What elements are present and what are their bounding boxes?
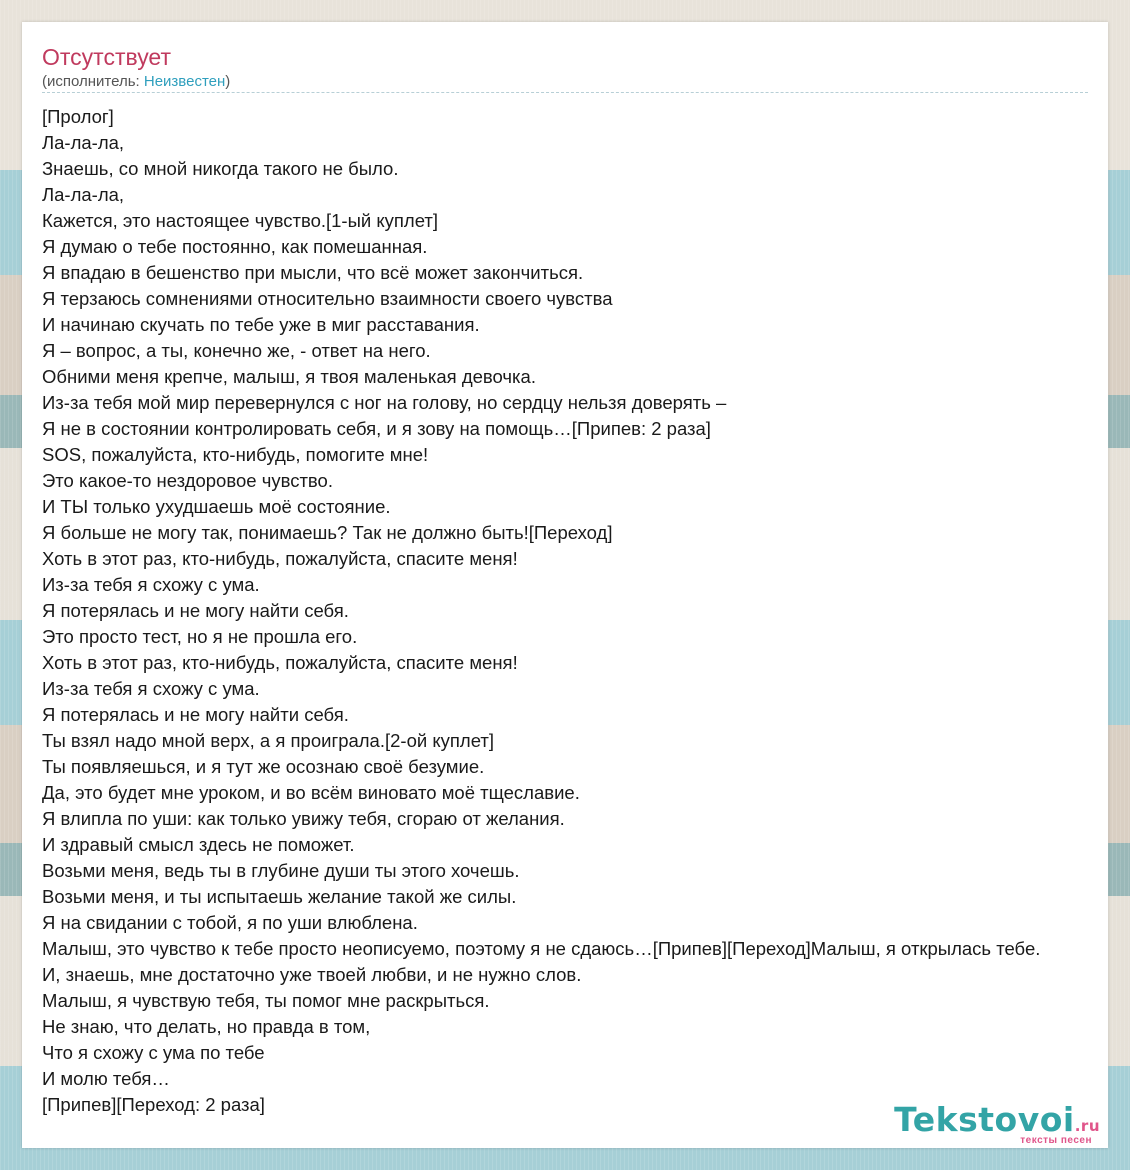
lyric-line: Из-за тебя я схожу с ума.: [42, 574, 260, 595]
logo-tld: .ru: [1074, 1117, 1100, 1135]
lyric-line: Не знаю, что делать, но правда в том,: [42, 1016, 371, 1037]
lyric-line: Ла-ла-ла,: [42, 132, 125, 153]
lyric-line: Ла-ла-ла,: [42, 184, 125, 205]
lyric-line: Я на свидании с тобой, я по уши влюблена.: [42, 912, 418, 933]
lyric-line: Ты появляешься, и я тут же осознаю своё безумие.: [42, 756, 485, 777]
lyric-line: Я потерялась и не могу найти себя.: [42, 600, 349, 621]
lyric-line: Из-за тебя мой мир перевернулся с ног на голову, но сердцу нельзя доверять –: [42, 392, 727, 413]
lyric-line: Обними меня крепче, малыш, я твоя маленькая девочка.: [42, 366, 536, 387]
logo-tagline: тексты песен: [1020, 1135, 1092, 1146]
lyric-line: Да, это будет мне уроком, и во всём виновато моё тщеславие.: [42, 782, 580, 803]
lyric-line: Возьми меня, и ты испытаешь желание такой же силы.: [42, 886, 517, 907]
artist-suffix: ): [225, 73, 231, 90]
lyric-line: Знаешь, со мной никогда такого не было.: [42, 158, 399, 179]
lyric-line: Что я схожу с ума по тебе: [42, 1042, 265, 1063]
lyric-line: Я не в состоянии контролировать себя, и я зову на помощь…[Припев: 2 раза]: [42, 418, 711, 439]
lyric-line: Малыш, я чувствую тебя, ты помог мне раскрыться.: [42, 990, 490, 1011]
lyric-line: И начинаю скучать по тебе уже в миг расставания.: [42, 314, 480, 335]
lyric-line: Это какое-то нездоровое чувство.: [42, 470, 333, 491]
lyric-line: Ты взял надо мной верх, а я проиграла.[2-ой куплет]: [42, 730, 494, 751]
site-logo[interactable]: [894, 1100, 1100, 1146]
lyric-line: Я терзаюсь сомнениями относительно взаимности своего чувства: [42, 288, 613, 309]
lyric-line: Хоть в этот раз, кто-нибудь, пожалуйста, спасите меня!: [42, 548, 518, 569]
lyric-line: И здравый смысл здесь не поможет.: [42, 834, 355, 855]
lyric-line: [Припев][Переход: 2 раза]: [42, 1094, 265, 1115]
lyric-line: Кажется, это настоящее чувство.[1-ый куплет]: [42, 210, 439, 231]
lyrics-panel: [22, 22, 1108, 1148]
song-title: Отсутствует: [42, 44, 171, 70]
lyric-line: Из-за тебя я схожу с ума.: [42, 678, 260, 699]
lyric-line: Это просто тест, но я не прошла его.: [42, 626, 358, 647]
artist-link[interactable]: Неизвестен: [143, 73, 226, 90]
title-divider: [42, 92, 1088, 93]
lyric-line: Хоть в этот раз, кто-нибудь, пожалуйста, спасите меня!: [42, 652, 518, 673]
artist-prefix: (исполнитель:: [42, 73, 144, 90]
lyric-line: Я впадаю в бешенство при мысли, что всё может закончиться.: [42, 262, 584, 283]
lyric-line: И ТЫ только ухудшаешь моё состояние.: [42, 496, 391, 517]
lyric-line: Возьми меня, ведь ты в глубине души ты этого хочешь.: [42, 860, 520, 881]
lyric-line: SOS, пожалуйста, кто-нибудь, помогите мне!: [42, 444, 429, 465]
lyric-line: И молю тебя…: [42, 1068, 170, 1089]
lyric-line: Малыш, это чувство к тебе просто неописуемо, поэтому я не сдаюсь…[Припев][Переход]Малыш, я открылась тебе.: [42, 938, 1041, 959]
lyrics-text: [42, 104, 1108, 1118]
lyric-line: И, знаешь, мне достаточно уже твоей любви, и не нужно слов.: [42, 964, 582, 985]
lyric-line: Я влипла по уши: как только увижу тебя, сгораю от желания.: [42, 808, 565, 829]
logo-name: Tekstovoi: [894, 1100, 1075, 1139]
lyric-line: Я больше не могу так, понимаешь? Так не должно быть![Переход]: [42, 522, 613, 543]
lyric-line: Я – вопрос, а ты, конечно же, - ответ на него.: [42, 340, 431, 361]
lyric-line: [Пролог]: [42, 106, 114, 127]
lyric-line: Я думаю о тебе постоянно, как помешанная.: [42, 236, 428, 257]
lyric-line: Я потерялась и не могу найти себя.: [42, 704, 349, 725]
artist-line: [42, 73, 230, 90]
